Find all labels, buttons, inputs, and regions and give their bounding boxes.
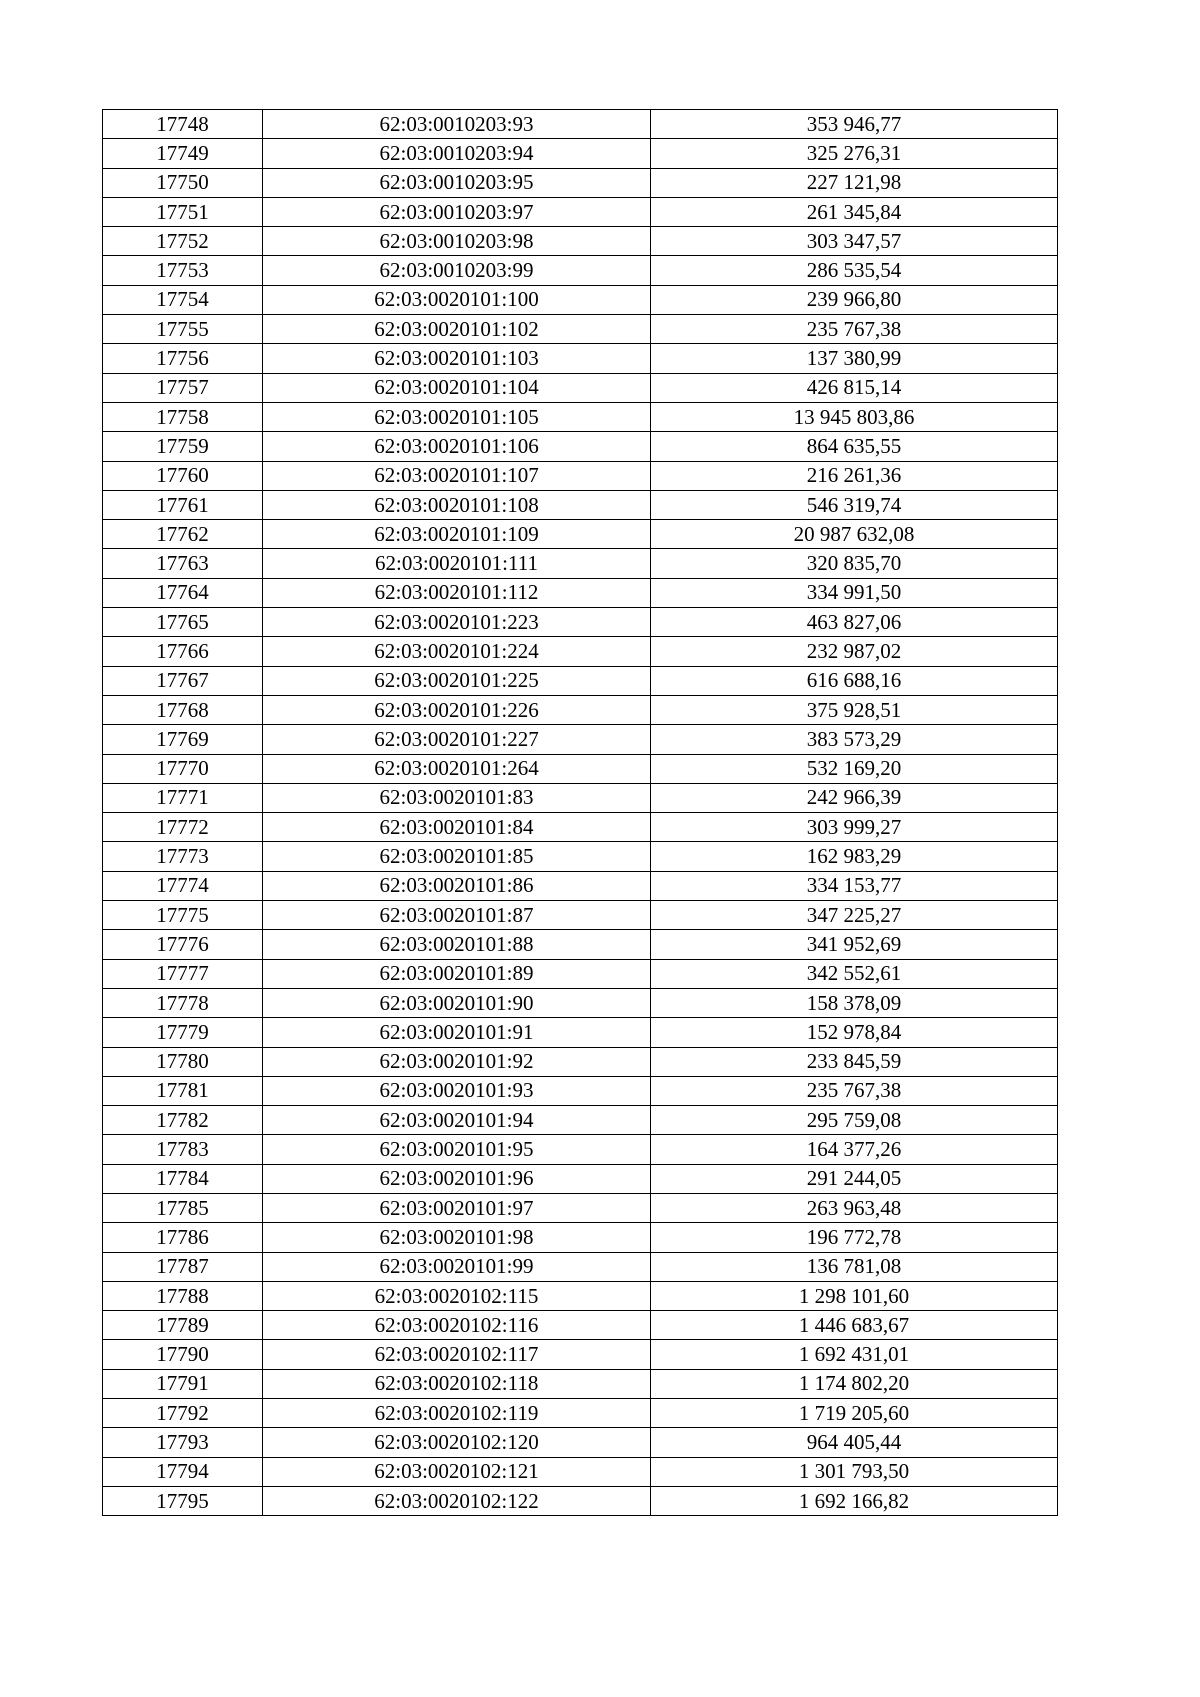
cadastral-number-cell: 62:03:0020101:225 xyxy=(263,666,651,695)
table-row xyxy=(103,402,1058,431)
cadastral-number-cell: 62:03:0020101:85 xyxy=(263,842,651,871)
table-row xyxy=(103,197,1058,226)
cadastral-number-cell: 62:03:0010203:95 xyxy=(263,168,651,197)
table-row xyxy=(103,666,1058,695)
cadastral-number-cell: 62:03:0020101:112 xyxy=(263,578,651,607)
cadastral-value-cell: 13 945 803,86 xyxy=(651,402,1058,431)
row-number-cell: 17760 xyxy=(103,461,263,490)
cadastral-number-cell: 62:03:0020102:119 xyxy=(263,1399,651,1428)
table-row xyxy=(103,1252,1058,1281)
cadastral-number-cell: 62:03:0020101:226 xyxy=(263,695,651,724)
cadastral-number-cell: 62:03:0020101:98 xyxy=(263,1223,651,1252)
cadastral-value-cell: 334 991,50 xyxy=(651,578,1058,607)
row-number-cell: 17794 xyxy=(103,1457,263,1486)
cadastral-number-cell: 62:03:0020101:224 xyxy=(263,637,651,666)
cadastral-value-cell: 235 767,38 xyxy=(651,1076,1058,1105)
row-number-cell: 17749 xyxy=(103,139,263,168)
row-number-cell: 17773 xyxy=(103,842,263,871)
cadastral-number-cell: 62:03:0020101:99 xyxy=(263,1252,651,1281)
cadastral-value-cell: 864 635,55 xyxy=(651,432,1058,461)
row-number-cell: 17762 xyxy=(103,520,263,549)
cadastral-number-cell: 62:03:0020102:120 xyxy=(263,1428,651,1457)
cadastral-value-cell: 263 963,48 xyxy=(651,1193,1058,1222)
cadastral-number-cell: 62:03:0020102:116 xyxy=(263,1311,651,1340)
table-row xyxy=(103,695,1058,724)
row-number-cell: 17763 xyxy=(103,549,263,578)
cadastral-value-cell: 261 345,84 xyxy=(651,197,1058,226)
cadastral-value-cell: 196 772,78 xyxy=(651,1223,1058,1252)
data-table xyxy=(102,109,1058,1516)
cadastral-number-cell: 62:03:0020101:104 xyxy=(263,373,651,402)
cadastral-value-cell: 286 535,54 xyxy=(651,256,1058,285)
row-number-cell: 17788 xyxy=(103,1281,263,1310)
cadastral-number-cell: 62:03:0020101:92 xyxy=(263,1047,651,1076)
cadastral-value-cell: 291 244,05 xyxy=(651,1164,1058,1193)
table-row xyxy=(103,1018,1058,1047)
cadastral-number-cell: 62:03:0020101:102 xyxy=(263,315,651,344)
row-number-cell: 17782 xyxy=(103,1106,263,1135)
cadastral-value-cell: 232 987,02 xyxy=(651,637,1058,666)
cadastral-number-cell: 62:03:0010203:93 xyxy=(263,110,651,139)
table-row xyxy=(103,1164,1058,1193)
table-body xyxy=(103,110,1058,1516)
cadastral-value-cell: 242 966,39 xyxy=(651,783,1058,812)
table-row xyxy=(103,549,1058,578)
cadastral-number-cell: 62:03:0010203:98 xyxy=(263,227,651,256)
row-number-cell: 17785 xyxy=(103,1193,263,1222)
row-number-cell: 17791 xyxy=(103,1369,263,1398)
row-number-cell: 17754 xyxy=(103,285,263,314)
cadastral-value-cell: 1 446 683,67 xyxy=(651,1311,1058,1340)
row-number-cell: 17756 xyxy=(103,344,263,373)
table-row xyxy=(103,227,1058,256)
cadastral-value-cell: 1 692 431,01 xyxy=(651,1340,1058,1369)
cadastral-number-cell: 62:03:0020101:96 xyxy=(263,1164,651,1193)
cadastral-value-cell: 1 174 802,20 xyxy=(651,1369,1058,1398)
row-number-cell: 17751 xyxy=(103,197,263,226)
cadastral-number-cell: 62:03:0020101:86 xyxy=(263,871,651,900)
cadastral-value-cell: 20 987 632,08 xyxy=(651,520,1058,549)
row-number-cell: 17750 xyxy=(103,168,263,197)
row-number-cell: 17768 xyxy=(103,695,263,724)
table-row xyxy=(103,1457,1058,1486)
cadastral-value-cell: 1 719 205,60 xyxy=(651,1399,1058,1428)
table-row xyxy=(103,813,1058,842)
cadastral-number-cell: 62:03:0020101:223 xyxy=(263,608,651,637)
table-row xyxy=(103,285,1058,314)
row-number-cell: 17795 xyxy=(103,1486,263,1515)
row-number-cell: 17778 xyxy=(103,988,263,1017)
row-number-cell: 17774 xyxy=(103,871,263,900)
row-number-cell: 17766 xyxy=(103,637,263,666)
table-row xyxy=(103,1340,1058,1369)
table-row xyxy=(103,783,1058,812)
table-row xyxy=(103,725,1058,754)
cadastral-number-cell: 62:03:0020101:90 xyxy=(263,988,651,1017)
table-row xyxy=(103,110,1058,139)
cadastral-value-cell: 137 380,99 xyxy=(651,344,1058,373)
cadastral-number-cell: 62:03:0020101:94 xyxy=(263,1106,651,1135)
table-row xyxy=(103,930,1058,959)
cadastral-number-cell: 62:03:0020101:100 xyxy=(263,285,651,314)
cadastral-value-cell: 383 573,29 xyxy=(651,725,1058,754)
cadastral-number-cell: 62:03:0020101:111 xyxy=(263,549,651,578)
cadastral-number-cell: 62:03:0020101:91 xyxy=(263,1018,651,1047)
table-row xyxy=(103,988,1058,1017)
table-row xyxy=(103,461,1058,490)
table-row xyxy=(103,754,1058,783)
table-row xyxy=(103,168,1058,197)
cadastral-value-cell: 158 378,09 xyxy=(651,988,1058,1017)
cadastral-value-cell: 1 692 166,82 xyxy=(651,1486,1058,1515)
table-row xyxy=(103,490,1058,519)
cadastral-number-cell: 62:03:0020101:95 xyxy=(263,1135,651,1164)
row-number-cell: 17777 xyxy=(103,959,263,988)
row-number-cell: 17776 xyxy=(103,930,263,959)
row-number-cell: 17790 xyxy=(103,1340,263,1369)
cadastral-number-cell: 62:03:0020101:107 xyxy=(263,461,651,490)
table-row xyxy=(103,1076,1058,1105)
table-row xyxy=(103,871,1058,900)
row-number-cell: 17752 xyxy=(103,227,263,256)
cadastral-number-cell: 62:03:0020101:106 xyxy=(263,432,651,461)
cadastral-number-cell: 62:03:0020102:121 xyxy=(263,1457,651,1486)
table-row xyxy=(103,578,1058,607)
cadastral-number-cell: 62:03:0020102:117 xyxy=(263,1340,651,1369)
table-row xyxy=(103,1223,1058,1252)
row-number-cell: 17769 xyxy=(103,725,263,754)
cadastral-number-cell: 62:03:0020101:93 xyxy=(263,1076,651,1105)
row-number-cell: 17757 xyxy=(103,373,263,402)
row-number-cell: 17786 xyxy=(103,1223,263,1252)
table-row xyxy=(103,1369,1058,1398)
cadastral-value-table xyxy=(102,109,1057,1516)
row-number-cell: 17779 xyxy=(103,1018,263,1047)
table-row xyxy=(103,1193,1058,1222)
cadastral-value-cell: 342 552,61 xyxy=(651,959,1058,988)
table-row xyxy=(103,1311,1058,1340)
table-row xyxy=(103,373,1058,402)
cadastral-value-cell: 303 347,57 xyxy=(651,227,1058,256)
row-number-cell: 17753 xyxy=(103,256,263,285)
cadastral-value-cell: 546 319,74 xyxy=(651,490,1058,519)
cadastral-number-cell: 62:03:0010203:94 xyxy=(263,139,651,168)
row-number-cell: 17767 xyxy=(103,666,263,695)
table-row xyxy=(103,139,1058,168)
row-number-cell: 17758 xyxy=(103,402,263,431)
row-number-cell: 17775 xyxy=(103,901,263,930)
table-row xyxy=(103,1135,1058,1164)
cadastral-value-cell: 295 759,08 xyxy=(651,1106,1058,1135)
row-number-cell: 17764 xyxy=(103,578,263,607)
table-row xyxy=(103,901,1058,930)
table-row xyxy=(103,1281,1058,1310)
table-row xyxy=(103,842,1058,871)
cadastral-value-cell: 1 301 793,50 xyxy=(651,1457,1058,1486)
row-number-cell: 17780 xyxy=(103,1047,263,1076)
cadastral-number-cell: 62:03:0020102:118 xyxy=(263,1369,651,1398)
row-number-cell: 17783 xyxy=(103,1135,263,1164)
cadastral-number-cell: 62:03:0020101:109 xyxy=(263,520,651,549)
cadastral-value-cell: 347 225,27 xyxy=(651,901,1058,930)
cadastral-value-cell: 964 405,44 xyxy=(651,1428,1058,1457)
cadastral-number-cell: 62:03:0020101:84 xyxy=(263,813,651,842)
row-number-cell: 17784 xyxy=(103,1164,263,1193)
cadastral-value-cell: 233 845,59 xyxy=(651,1047,1058,1076)
table-row xyxy=(103,1486,1058,1515)
cadastral-value-cell: 216 261,36 xyxy=(651,461,1058,490)
cadastral-value-cell: 303 999,27 xyxy=(651,813,1058,842)
row-number-cell: 17792 xyxy=(103,1399,263,1428)
row-number-cell: 17765 xyxy=(103,608,263,637)
cadastral-number-cell: 62:03:0020101:83 xyxy=(263,783,651,812)
cadastral-number-cell: 62:03:0020102:122 xyxy=(263,1486,651,1515)
cadastral-value-cell: 320 835,70 xyxy=(651,549,1058,578)
cadastral-number-cell: 62:03:0020101:88 xyxy=(263,930,651,959)
row-number-cell: 17793 xyxy=(103,1428,263,1457)
row-number-cell: 17771 xyxy=(103,783,263,812)
cadastral-number-cell: 62:03:0020101:227 xyxy=(263,725,651,754)
cadastral-number-cell: 62:03:0020101:87 xyxy=(263,901,651,930)
row-number-cell: 17759 xyxy=(103,432,263,461)
cadastral-value-cell: 463 827,06 xyxy=(651,608,1058,637)
table-row xyxy=(103,1047,1058,1076)
cadastral-value-cell: 136 781,08 xyxy=(651,1252,1058,1281)
cadastral-value-cell: 152 978,84 xyxy=(651,1018,1058,1047)
table-row xyxy=(103,1399,1058,1428)
cadastral-number-cell: 62:03:0020101:89 xyxy=(263,959,651,988)
table-row xyxy=(103,959,1058,988)
cadastral-value-cell: 235 767,38 xyxy=(651,315,1058,344)
cadastral-value-cell: 426 815,14 xyxy=(651,373,1058,402)
row-number-cell: 17748 xyxy=(103,110,263,139)
row-number-cell: 17787 xyxy=(103,1252,263,1281)
table-row xyxy=(103,1106,1058,1135)
table-row xyxy=(103,520,1058,549)
cadastral-value-cell: 164 377,26 xyxy=(651,1135,1058,1164)
cadastral-value-cell: 162 983,29 xyxy=(651,842,1058,871)
row-number-cell: 17761 xyxy=(103,490,263,519)
row-number-cell: 17781 xyxy=(103,1076,263,1105)
cadastral-number-cell: 62:03:0020101:103 xyxy=(263,344,651,373)
table-row xyxy=(103,315,1058,344)
cadastral-value-cell: 616 688,16 xyxy=(651,666,1058,695)
row-number-cell: 17772 xyxy=(103,813,263,842)
cadastral-number-cell: 62:03:0020101:97 xyxy=(263,1193,651,1222)
table-row xyxy=(103,637,1058,666)
row-number-cell: 17770 xyxy=(103,754,263,783)
cadastral-number-cell: 62:03:0020102:115 xyxy=(263,1281,651,1310)
table-row xyxy=(103,344,1058,373)
cadastral-number-cell: 62:03:0010203:97 xyxy=(263,197,651,226)
cadastral-value-cell: 325 276,31 xyxy=(651,139,1058,168)
cadastral-value-cell: 1 298 101,60 xyxy=(651,1281,1058,1310)
cadastral-value-cell: 353 946,77 xyxy=(651,110,1058,139)
cadastral-value-cell: 239 966,80 xyxy=(651,285,1058,314)
cadastral-value-cell: 341 952,69 xyxy=(651,930,1058,959)
cadastral-number-cell: 62:03:0020101:108 xyxy=(263,490,651,519)
table-row xyxy=(103,256,1058,285)
row-number-cell: 17789 xyxy=(103,1311,263,1340)
cadastral-value-cell: 334 153,77 xyxy=(651,871,1058,900)
cadastral-number-cell: 62:03:0020101:105 xyxy=(263,402,651,431)
cadastral-value-cell: 532 169,20 xyxy=(651,754,1058,783)
table-row xyxy=(103,432,1058,461)
row-number-cell: 17755 xyxy=(103,315,263,344)
cadastral-value-cell: 227 121,98 xyxy=(651,168,1058,197)
table-row xyxy=(103,1428,1058,1457)
cadastral-number-cell: 62:03:0020101:264 xyxy=(263,754,651,783)
table-row xyxy=(103,608,1058,637)
cadastral-value-cell: 375 928,51 xyxy=(651,695,1058,724)
cadastral-number-cell: 62:03:0010203:99 xyxy=(263,256,651,285)
